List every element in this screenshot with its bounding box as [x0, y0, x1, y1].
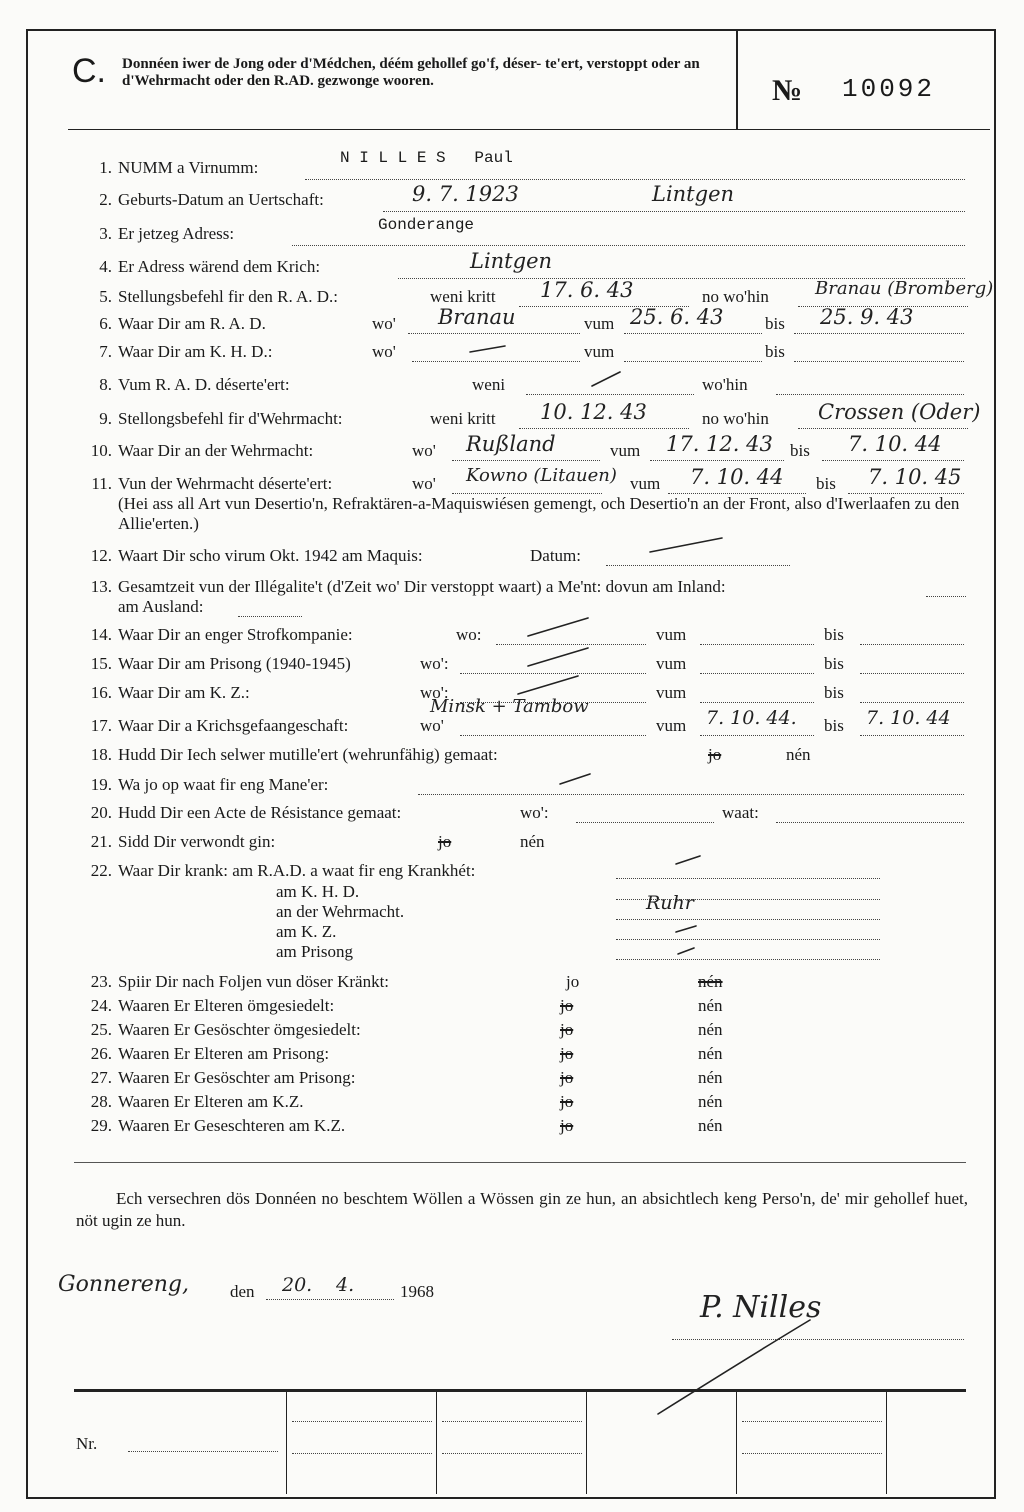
- bis-label: bis: [824, 625, 844, 644]
- vum-label: vum: [656, 654, 687, 673]
- header-divider: [736, 31, 738, 129]
- jo-option: jo: [566, 972, 580, 991]
- footer-line: [442, 1420, 582, 1422]
- nen-option: nén: [698, 996, 723, 1015]
- answer-line: [624, 360, 762, 362]
- birth-place: Lintgen: [652, 182, 735, 206]
- illness-kz-label: am K. Z.: [276, 922, 337, 941]
- nen-option: nén: [786, 745, 811, 764]
- question-22: 22. Waar Dir krank: am R.A.D. a waat fir eng Krankhét:: [90, 861, 476, 880]
- answer-line: [776, 821, 964, 823]
- answer-line: [860, 701, 964, 703]
- answer-line: [383, 210, 965, 212]
- jo-option-struck: jo: [560, 1116, 574, 1135]
- captivity-to: 7. 10. 44: [866, 707, 951, 729]
- answer-line: [650, 459, 784, 461]
- question-11: 11. Vun der Wehrmacht déserte'ert:: [91, 474, 333, 493]
- jo-option-struck: jo: [560, 1092, 574, 1111]
- answer-line: [624, 332, 762, 334]
- answer-line: [794, 360, 964, 362]
- current-address: Gonderange: [378, 216, 475, 234]
- answer-line: [776, 393, 964, 395]
- wo-label: wo': [412, 441, 436, 460]
- form-number: 10092: [842, 74, 936, 104]
- footer-column: [436, 1392, 437, 1494]
- wo-label: wo':: [420, 654, 449, 673]
- question-24: 24. Waaren Er Elteren ömgesiedelt:: [90, 996, 335, 1015]
- question-8: 8. Vum R. A. D. déserte'ert:: [99, 375, 290, 394]
- jo-option-struck: jo: [560, 1068, 574, 1087]
- wehrmacht-order-place: Crossen (Oder): [818, 400, 981, 424]
- wo-label: wo': [412, 474, 436, 493]
- answer-line: [700, 643, 814, 645]
- wehrmacht-place: Rußland: [466, 432, 556, 456]
- section-letter: C.: [72, 52, 106, 90]
- answer-line: [496, 643, 646, 645]
- nr-line: [128, 1450, 278, 1452]
- weni-label: weni: [472, 375, 506, 394]
- desertion-place: Kowno (Litauen): [466, 465, 617, 486]
- wohin-label: wo'hin: [702, 375, 748, 394]
- nen-option-struck: nén: [698, 972, 723, 991]
- header-rule: [68, 129, 990, 130]
- footer-line: [742, 1452, 882, 1454]
- vum-label: vum: [656, 625, 687, 644]
- answer-line: [305, 178, 965, 180]
- rad-order-place: Branau (Bromberg): [815, 278, 994, 299]
- question-7: 7. Waar Dir am K. H. D.:: [99, 342, 273, 361]
- question-1: 1. NUMM a Virnumm:: [99, 158, 259, 177]
- rad-to: 25. 9. 43: [820, 305, 914, 329]
- bis-label: bis: [765, 314, 785, 333]
- signing-day: 20.: [282, 1274, 313, 1296]
- wo-label: wo': [420, 716, 444, 735]
- jo-option-struck: jo: [438, 832, 452, 851]
- question-17: 17. Waar Dir a Krichsgefaangeschaft:: [90, 716, 349, 735]
- nen-option: nén: [698, 1092, 723, 1111]
- question-21: 21. Sidd Dir verwondt gin:: [90, 832, 276, 851]
- birth-date: 9. 7. 1923: [412, 182, 519, 206]
- answer-line: [794, 332, 964, 334]
- question-27: 27. Waaren Er Gesöschter am Prisong:: [90, 1068, 356, 1087]
- wehrmacht-from: 17. 12. 43: [666, 432, 773, 456]
- weni-label: weni kritt: [430, 287, 496, 306]
- vum-label: vum: [610, 441, 641, 460]
- signature-line: [672, 1338, 964, 1340]
- answer-line: [452, 459, 600, 461]
- question-5: 5. Stellungsbefehl fir den R. A. D.:: [99, 287, 339, 306]
- rad-from: 25. 6. 43: [630, 305, 724, 329]
- answer-line: [926, 595, 966, 597]
- den-label: den: [230, 1282, 255, 1301]
- bis-label: bis: [824, 654, 844, 673]
- question-19: 19. Wa jo op waat fir eng Mane'er:: [90, 775, 329, 794]
- question-10: 10. Waar Dir an der Wehrmacht:: [90, 441, 314, 460]
- section-divider: [74, 1162, 966, 1163]
- footer-column: [586, 1392, 587, 1494]
- question-25: 25. Waaren Er Gesöschter ömgesiedelt:: [90, 1020, 361, 1039]
- answer-line: [460, 672, 646, 674]
- wehrmacht-order-date: 10. 12. 43: [540, 400, 647, 424]
- desertion-from: 7. 10. 44: [690, 465, 784, 489]
- wo-label: wo': [372, 314, 396, 333]
- captivity-place: Minsk + Tambow: [430, 696, 589, 717]
- desertion-note: (Hei ass all Art vun Desertio'n, Refraktären-a-Maquiswiésen gemengt, och Desertio'n an der Front, also d'Iwerlaafen zu den Allie'erten.): [118, 494, 960, 533]
- answer-line: [700, 734, 814, 736]
- answer-line: [798, 427, 968, 429]
- answer-line: [526, 393, 694, 395]
- war-address: Lintgen: [470, 249, 553, 273]
- bis-label: bis: [824, 716, 844, 735]
- answer-line: [606, 564, 790, 566]
- wohin-label: no wo'hin: [702, 409, 769, 428]
- form-title: Donnéen iwer de Jong oder d'Médchen, déém gehollef go'f, déser- te'ert, verstoppt oder an d'Wehrmacht oder den R.AD. gezwonge wooren.: [122, 56, 700, 89]
- answer-line: [860, 643, 964, 645]
- footer-rule: [74, 1389, 966, 1392]
- wohin-label: no wo'hin: [702, 287, 769, 306]
- question-26: 26. Waaren Er Elteren am Prisong:: [90, 1044, 330, 1063]
- signature: P. Nilles: [700, 1290, 822, 1325]
- wo-label: wo':: [420, 683, 449, 702]
- footer-column: [736, 1392, 737, 1494]
- question-14: 14. Waar Dir an enger Strofkompanie:: [90, 625, 353, 644]
- question-20: 20. Hudd Dir een Acte de Résistance gemaat:: [90, 803, 402, 822]
- answer-line: [292, 244, 965, 246]
- answer-line: [519, 427, 689, 429]
- illness-khd-label: am K. H. D.: [276, 882, 360, 901]
- question-28: 28. Waaren Er Elteren am K.Z.: [90, 1092, 304, 1111]
- answer-line: [412, 360, 580, 362]
- vum-label: vum: [656, 716, 687, 735]
- date-line: [266, 1298, 394, 1300]
- rad-order-date: 17. 6. 43: [540, 278, 634, 302]
- nen-option: nén: [698, 1068, 723, 1087]
- question-29: 29. Waaren Er Geseschteren am K.Z.: [90, 1116, 346, 1135]
- nen-option: nén: [698, 1020, 723, 1039]
- vum-label: vum: [584, 314, 615, 333]
- rad-place: Branau: [438, 305, 516, 329]
- vum-label: vum: [584, 342, 615, 361]
- answer-line: [700, 672, 814, 674]
- wo-label: wo':: [520, 803, 549, 822]
- question-4: 4. Er Adress wärend dem Krich:: [99, 257, 321, 276]
- bis-label: bis: [824, 683, 844, 702]
- bis-label: bis: [765, 342, 785, 361]
- signing-year: 1968: [400, 1282, 434, 1301]
- wehrmacht-to: 7. 10. 44: [848, 432, 942, 456]
- jo-option-struck: jo: [708, 745, 722, 764]
- question-16: 16. Waar Dir am K. Z.:: [90, 683, 250, 702]
- nen-option: nén: [698, 1044, 723, 1063]
- nen-option: nén: [698, 1116, 723, 1135]
- answer-line: [418, 793, 964, 795]
- illness-prison-label: am Prisong: [276, 942, 353, 961]
- footer-line: [442, 1452, 582, 1454]
- question-13: 13. Gesamtzeit vun der Illégalite't (d'Zeit wo' Dir verstoppt waart) a Me'nt: dovun am Inland:: [90, 577, 726, 596]
- answer-line: [700, 701, 814, 703]
- weni-label: weni kritt: [430, 409, 496, 428]
- question-2: 2. Geburts-Datum an Uertschaft:: [99, 190, 324, 209]
- jo-option-struck: jo: [560, 1044, 574, 1063]
- answer-line: [616, 918, 880, 920]
- declaration-text: Ech versechren dös Donnéen no beschtem Wöllen a Wössen gin ze hun, an absichtlech keng Perso'n, de' mir gehollef huet, nöt ugin ze hun.: [76, 1189, 968, 1230]
- answer-line: [460, 734, 646, 736]
- answer-line: [408, 332, 580, 334]
- question-23: 23. Spiir Dir nach Foljen vun döser Kränkt:: [90, 972, 390, 991]
- question-18: 18. Hudd Dir Iech selwer mutille'ert (wehrunfähig) gemaat:: [90, 745, 498, 764]
- answer-line: [576, 821, 714, 823]
- footer-line: [742, 1420, 882, 1422]
- answer-line: [616, 938, 880, 940]
- footer-column: [286, 1392, 287, 1494]
- signing-place: Gonnereng,: [58, 1272, 189, 1297]
- answer-line: [860, 734, 964, 736]
- question-6: 6. Waar Dir am R. A. D.: [99, 314, 266, 333]
- footer-line: [292, 1420, 432, 1422]
- captivity-from: 7. 10. 44.: [706, 707, 797, 729]
- question-12: 12. Waart Dir scho virum Okt. 1942 am Maquis:: [90, 546, 423, 565]
- wo-label: wo:: [456, 625, 482, 644]
- nen-option: nén: [520, 832, 545, 851]
- question-9: 9. Stellongsbefehl fir d'Wehrmacht:: [99, 409, 343, 428]
- answer-line: [860, 672, 964, 674]
- answer-line: [238, 615, 302, 617]
- waat-label: waat:: [722, 803, 759, 822]
- jo-option-struck: jo: [560, 996, 574, 1015]
- vum-label: vum: [656, 683, 687, 702]
- signing-month: 4.: [336, 1274, 355, 1296]
- name-value: N I L L E S Paul: [340, 149, 513, 167]
- question-15: 15. Waar Dir am Prisong (1940-1945): [90, 654, 351, 673]
- jo-option-struck: jo: [560, 1020, 574, 1039]
- answer-line: [616, 877, 880, 879]
- footer-line: [292, 1452, 432, 1454]
- nr-label: Nr.: [76, 1434, 98, 1453]
- datum-label: Datum:: [530, 546, 581, 565]
- bis-label: bis: [816, 474, 836, 493]
- vum-label: vum: [630, 474, 661, 493]
- number-label: №: [772, 74, 803, 107]
- answer-line: [822, 459, 964, 461]
- question-3: 3. Er jetzeg Adress:: [99, 224, 235, 243]
- wo-label: wo': [372, 342, 396, 361]
- ausland-label: am Ausland:: [118, 597, 204, 616]
- answer-line: [616, 958, 880, 960]
- footer-column: [886, 1392, 887, 1494]
- illness-wehrmacht-label: an der Wehrmacht.: [276, 902, 405, 921]
- illness-value: Ruhr: [646, 892, 694, 914]
- bis-label: bis: [790, 441, 810, 460]
- desertion-to: 7. 10. 45: [868, 465, 962, 489]
